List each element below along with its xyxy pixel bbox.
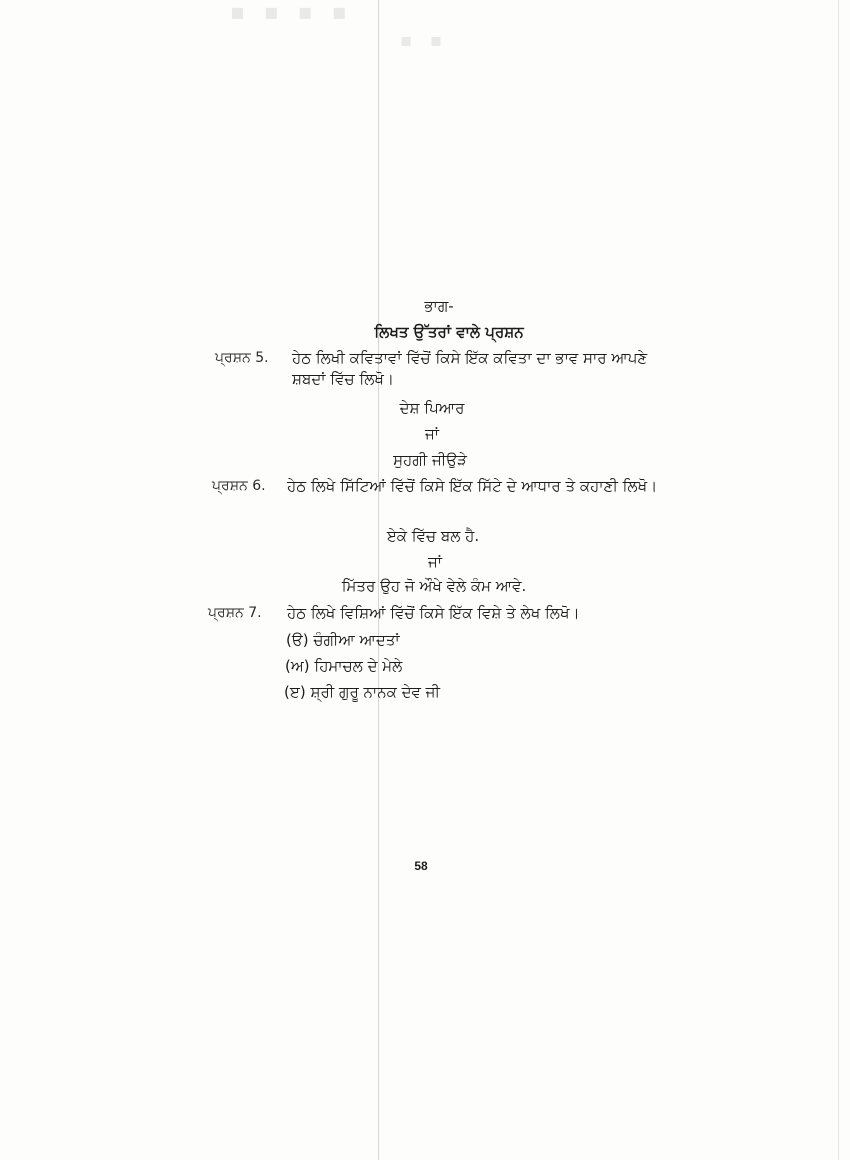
question-5-option-b: ਸੁਹਗੀ ਜੀਉੜੇ [393, 451, 467, 469]
question-6-text: ਹੇਠ ਲਿਖੇ ਸਿੱਟਿਆਂ ਵਿੱਚੋਂ ਕਿਸੇ ਇੱਕ ਸਿੱਟੇ ਦੇ ਆਧਾਰ ਤੇ ਕਹਾਣੀ ਲਿਖੋ। [287, 477, 658, 495]
question-6-label: ਪ੍ਰਸ਼ਨ 6. [212, 478, 266, 494]
section-title: ਭਾਗ- [424, 297, 454, 315]
question-7-text: ਹੇਠ ਲਿਖੇ ਵਿਸ਼ਿਆਂ ਵਿੱਚੋਂ ਕਿਸੇ ਇੱਕ ਵਿਸ਼ੇ ਤੇ ਲੇਖ ਲਿਖੋ। [287, 604, 580, 622]
question-6-or: ਜਾਂ [427, 553, 443, 571]
question-5-text: ਹੇਠ ਲਿਖੀ ਕਵਿਤਾਵਾਂ ਵਿੱਚੋਂ ਕਿਸੇ ਇੱਕ ਕਵਿਤਾ ਦਾ ਭਾਵ ਸਾਰ ਆਪਣੇ ਸ਼ਬਦਾਂ ਵਿੱਚ ਲਿਖੋ। [292, 349, 648, 388]
page-number: 58 [414, 859, 428, 873]
question-6-option-a: ਏਕੇ ਵਿੱਚ ਬਲ ਹੈ. [386, 527, 480, 545]
question-5-or: ਜਾਂ [424, 425, 440, 443]
question-7-option-a: (ੳ) ਚੰਗੀਆ ਆਦਤਾਂ [286, 631, 400, 649]
bleed-through-mark: ▪ ▪ ▪ ▪ [230, 0, 353, 25]
question-6-option-b: ਮਿੱਤਰ ਉਹ ਜੋ ਔਖੇ ਵੇਲੇ ਕੰਮ ਆਵੇ. [341, 577, 527, 595]
question-7-option-c: (ੲ) ਸ਼੍ਰੀ ਗੁਰੂ ਨਾਨਕ ਦੇਵ ਜੀ [284, 683, 440, 701]
section-subtitle: ਲਿਖਤ ਉੱਤਰਾਂ ਵਾਲੇ ਪ੍ਰਸ਼ਨ [374, 323, 524, 341]
question-7-label: ਪ੍ਰਸ਼ਨ 7. [208, 605, 262, 621]
bleed-through-mark: ▪ ▪ [400, 30, 449, 51]
question-7-option-b: (ਅ) ਹਿਮਾਚਲ ਦੇ ਮੇਲੇ [285, 657, 403, 675]
question-5-option-a: ਦੇਸ਼ ਪਿਆਰ [399, 399, 465, 417]
question-5-label: ਪ੍ਰਸ਼ਨ 5. [215, 350, 269, 366]
scan-edge-line [838, 0, 839, 1160]
